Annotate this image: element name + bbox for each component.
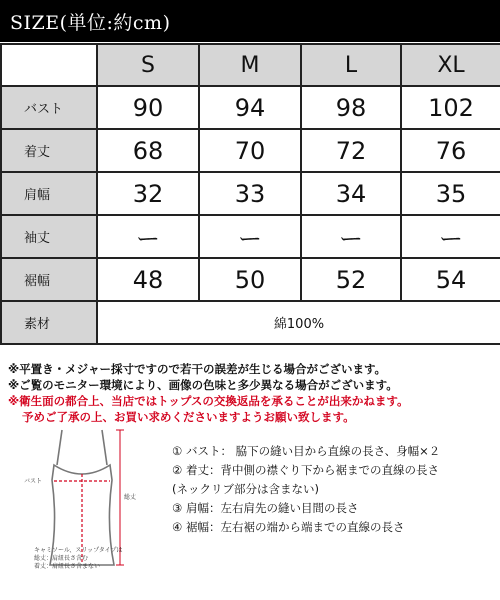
table-cell: 90: [97, 86, 199, 129]
row-label-sleeve: 袖丈: [1, 215, 97, 258]
note-acknowledge: 予めご了承の上、お買い求めくださいますようお願い致します。: [22, 410, 355, 424]
definition-shoulder: ③ 肩幅：左右肩先の縫い目間の長さ: [172, 501, 359, 515]
row-label-shoulder: 肩幅: [1, 172, 97, 215]
left-strap: [57, 430, 62, 465]
note-measurement: ※平置き・メジャー採寸ですので若干の誤差が生じる場合がございます。: [8, 362, 387, 376]
size-col-l: L: [301, 44, 401, 86]
definition-length: ② 着丈：背中側の襟ぐり下から裾までの直線の長さ: [172, 463, 439, 477]
table-cell: ー: [199, 215, 301, 258]
size-col-s: S: [97, 44, 199, 86]
table-cell: 33: [199, 172, 301, 215]
row-label-fabric: 素材: [1, 301, 97, 344]
table-cell: 72: [301, 129, 401, 172]
table-cell: 68: [97, 129, 199, 172]
row-label-length: 着丈: [1, 129, 97, 172]
size-header-row: [1, 44, 500, 86]
table-cell: 52: [301, 258, 401, 301]
size-table: [0, 43, 500, 345]
notes: [8, 361, 498, 425]
caption-line: 総丈：肩紐長さ含む: [34, 555, 89, 562]
note-monitor: ※ご覧のモニター環境により、画像の色味と多少異なる場合がございます。: [8, 378, 398, 392]
caption-line: 着丈：肩紐長さ含まない: [34, 563, 101, 570]
size-col-m: M: [199, 44, 301, 86]
table-cell: ー: [301, 215, 401, 258]
table-row-hem: [1, 258, 500, 301]
right-strap: [102, 430, 107, 465]
size-header: [0, 0, 500, 42]
table-row-fabric: [1, 301, 500, 344]
fabric-value: 綿100%: [97, 301, 500, 344]
table-row-length: [1, 129, 500, 172]
table-cell: 94: [199, 86, 301, 129]
row-label-hem: 裾幅: [1, 258, 97, 301]
table-cell: ー: [97, 215, 199, 258]
definition-length-note: (ネックリブ部分は含まない): [172, 482, 319, 496]
table-cell: 50: [199, 258, 301, 301]
definition-hem: ④ 裾幅：左右裾の端から端までの直線の長さ: [172, 520, 405, 534]
caption-line: キャミソール、スリップタイプは: [34, 547, 123, 554]
table-cell: 32: [97, 172, 199, 215]
note-no-exchange: ※衛生面の都合上、当店ではトップスの交換返品を承ることが出来かねます。: [8, 394, 409, 408]
measurement-definitions: [172, 442, 440, 537]
table-cell: 54: [401, 258, 500, 301]
table-row-sleeve: [1, 215, 500, 258]
table-cell: 76: [401, 129, 500, 172]
table-row-bust: [1, 86, 500, 129]
definition-bust: ① バスト： 脇下の縫い目から直線の長さ、身幅×２: [172, 444, 441, 458]
table-cell: 34: [301, 172, 401, 215]
size-col-xl: XL: [401, 44, 500, 86]
size-header-title: SIZE(単位:約cm): [10, 12, 171, 34]
length-label: 総丈: [124, 494, 137, 501]
bust-label: バスト: [24, 478, 43, 485]
table-cell: 98: [301, 86, 401, 129]
table-cell: 35: [401, 172, 500, 215]
table-cell: 70: [199, 129, 301, 172]
table-cell: 102: [401, 86, 500, 129]
table-cell: ー: [401, 215, 500, 258]
table-cell: 48: [97, 258, 199, 301]
corner-cell: [1, 44, 97, 86]
diagram-caption: [34, 547, 122, 571]
table-row-shoulder: [1, 172, 500, 215]
row-label-bust: バスト: [1, 86, 97, 129]
